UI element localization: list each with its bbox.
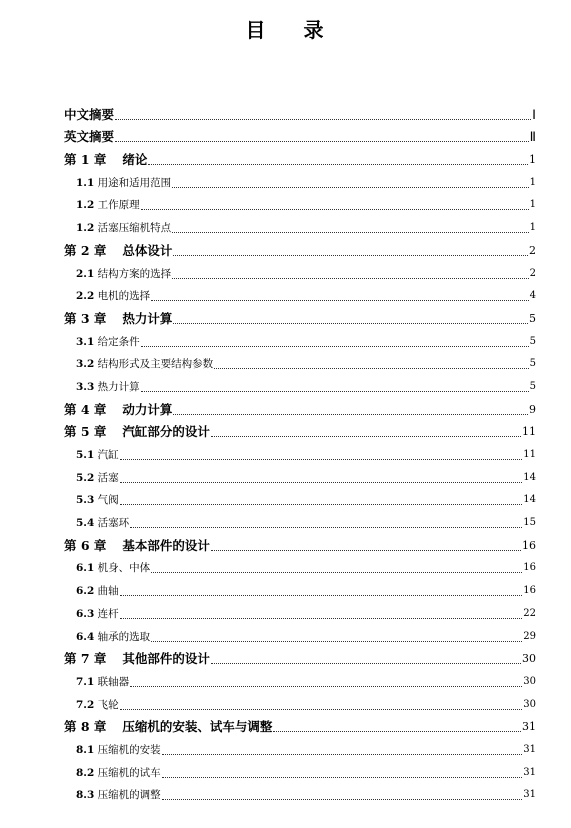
dot-leader (211, 662, 521, 664)
toc-entry-page-number: Ⅱ (529, 129, 536, 145)
dot-leader (120, 481, 523, 483)
toc-entry-chapter[interactable] (64, 395, 536, 418)
toc-entry-page-number: 2 (529, 267, 536, 279)
toc-entry-text: 活塞 (97, 471, 119, 484)
dot-leader (214, 367, 529, 369)
toc-entry-section[interactable] (64, 735, 536, 758)
toc-entry-label (76, 379, 140, 395)
toc-entry-number: 1.1 (76, 176, 95, 189)
toc-entry-text: 中文摘要 (64, 106, 115, 122)
toc-entry-text: 热力计算 (122, 310, 173, 326)
toc-entry-section[interactable] (64, 690, 536, 713)
toc-entry-number: 8.1 (76, 743, 95, 756)
toc-entry-page-number: 30 (523, 675, 536, 687)
toc-entry-chapter[interactable] (64, 236, 536, 259)
toc-entry-text: 汽缸部分的设计 (122, 424, 210, 440)
toc-entry-number: 第 5 章 (64, 424, 107, 440)
toc-entry-section[interactable] (64, 667, 536, 690)
toc-entry-page-number: 5 (529, 380, 536, 392)
toc-entry-label (76, 197, 140, 213)
toc-entry-label (64, 538, 210, 554)
toc-entry-chapter[interactable] (64, 145, 536, 168)
toc-entry-section[interactable] (64, 282, 536, 305)
toc-entry-number: 8.3 (76, 789, 95, 802)
toc-entry-text: 压缩机的试车 (97, 766, 161, 779)
toc-entry-page-number: 29 (523, 630, 536, 642)
toc-entry-text: 结构方案的选择 (97, 267, 172, 280)
toc-entry-text: 给定条件 (97, 335, 140, 348)
toc-entry-text: 绪论 (122, 152, 148, 168)
toc-entry-number: 第 7 章 (64, 651, 107, 667)
toc-entry-label (76, 356, 213, 372)
dot-leader (115, 140, 529, 142)
toc-entry-number: 5.3 (76, 494, 95, 507)
toc-entry-label (76, 515, 129, 531)
dot-leader (141, 345, 529, 347)
toc-entry-label (76, 787, 161, 803)
toc-entry-number: 第 6 章 (64, 537, 107, 553)
dot-leader (120, 708, 523, 710)
dot-leader (211, 549, 521, 551)
toc-entry-section[interactable] (64, 554, 536, 577)
toc-entry-text: 基本部件的设计 (122, 537, 210, 553)
toc-entry-label (64, 152, 147, 168)
toc-entry-text: 压缩机的调整 (97, 789, 161, 802)
toc-entry-label (76, 583, 119, 599)
toc-entry-page-number: 16 (523, 562, 536, 574)
toc-entry-number: 8.2 (76, 766, 95, 779)
toc-entry-page-number: 5 (529, 335, 536, 347)
page-title (0, 14, 571, 43)
toc-entry-section[interactable] (64, 781, 536, 804)
dot-leader (120, 503, 523, 505)
toc-entry-page-number: 14 (523, 471, 536, 483)
dot-leader (120, 458, 523, 460)
toc-entry-page-number: 1 (529, 222, 536, 234)
toc-entry-label (76, 470, 119, 486)
dot-leader (120, 617, 523, 619)
dot-leader (172, 231, 529, 233)
dot-leader (172, 186, 529, 188)
toc-entry-section[interactable] (64, 350, 536, 373)
toc-entry-label (76, 742, 161, 758)
toc-entry-page-number: 5 (529, 311, 536, 325)
toc-entry-page-number: 11 (523, 449, 536, 460)
toc-entry-number: 7.2 (76, 698, 95, 711)
dot-leader (273, 730, 521, 732)
toc-entry-number: 2.1 (76, 267, 95, 280)
toc-entry-number: 7.1 (76, 675, 95, 688)
toc-entry-label (64, 107, 114, 123)
toc-entry-page-number: 2 (529, 243, 536, 257)
toc-entry-text: 气阀 (97, 494, 119, 507)
toc-entry-number: 第 3 章 (64, 310, 107, 326)
dot-leader (115, 118, 531, 120)
dot-leader (130, 526, 522, 528)
toc-entry-number: 第 8 章 (64, 719, 107, 735)
table-of-contents (64, 100, 536, 803)
toc-entry-label (76, 606, 119, 622)
toc-entry-section[interactable] (64, 440, 536, 463)
dot-leader (151, 571, 522, 573)
toc-entry-text: 机身、中体 (97, 562, 151, 575)
toc-entry-text: 热力计算 (97, 380, 140, 393)
dot-leader (172, 277, 529, 279)
toc-entry-page-number: 16 (523, 585, 536, 597)
toc-entry-text: 动力计算 (122, 401, 173, 417)
dot-leader (148, 163, 528, 165)
toc-entry-label (64, 719, 272, 735)
toc-entry-section[interactable] (64, 327, 536, 350)
toc-entry-section[interactable] (64, 168, 536, 191)
toc-entry-text: 压缩机的安装 (97, 743, 161, 756)
title-char-1: 目 (245, 18, 268, 42)
dot-leader (173, 254, 528, 256)
toc-entry-page-number: 30 (522, 652, 536, 666)
toc-entry-number: 3.2 (76, 358, 95, 371)
toc-entry-page-number: 16 (522, 538, 536, 552)
toc-entry-text: 汽缸 (97, 449, 119, 461)
toc-entry-label (76, 697, 119, 713)
toc-entry-text: 曲轴 (97, 585, 119, 598)
dot-leader (151, 299, 529, 301)
toc-entry-page-number: 15 (523, 517, 536, 529)
toc-entry-chapter[interactable] (64, 713, 536, 736)
toc-entry-page-number: 31 (522, 720, 536, 734)
toc-entry-number: 1.2 (76, 199, 95, 212)
toc-entry-page-number: 11 (522, 425, 536, 439)
toc-entry-section[interactable] (64, 372, 536, 395)
toc-entry-chapter[interactable] (64, 645, 536, 668)
toc-entry-label (76, 447, 119, 463)
toc-entry-label (76, 765, 161, 781)
toc-entry-text: 飞轮 (97, 698, 119, 711)
toc-entry-label (64, 243, 172, 259)
toc-entry-section[interactable] (64, 758, 536, 781)
toc-entry-text: 英文摘要 (64, 129, 115, 145)
toc-entry-page-number: 1 (529, 153, 536, 167)
dot-leader (141, 390, 529, 392)
dot-leader (162, 776, 523, 778)
toc-entry-label (76, 629, 150, 645)
toc-entry-chapter[interactable] (64, 123, 536, 146)
toc-entry-text: 活塞压缩机特点 (97, 222, 172, 235)
toc-entry-page-number: 31 (523, 743, 536, 755)
toc-entry-number: 6.1 (76, 562, 95, 575)
toc-entry-text: 活塞环 (97, 517, 130, 530)
toc-entry-text: 压缩机的安装、试车与调整 (122, 719, 273, 735)
toc-entry-chapter[interactable] (64, 418, 536, 441)
toc-entry-label (76, 220, 171, 236)
toc-entry-label (64, 402, 172, 418)
toc-entry-label (76, 266, 171, 282)
toc-entry-section[interactable] (64, 622, 536, 645)
toc-entry-section[interactable] (64, 486, 536, 509)
toc-entry-page-number: 14 (523, 494, 536, 506)
toc-entry-page-number: 1 (529, 176, 536, 188)
toc-entry-chapter[interactable] (64, 531, 536, 554)
toc-entry-text: 工作原理 (97, 199, 140, 212)
toc-entry-page-number: 30 (523, 698, 536, 710)
toc-entry-label (76, 334, 140, 350)
toc-entry-page-number: 9 (529, 402, 536, 416)
dot-leader (211, 435, 521, 437)
toc-entry-number: 5.4 (76, 517, 95, 530)
toc-entry-number: 第 4 章 (64, 401, 107, 417)
toc-entry-number: 5.2 (76, 471, 95, 484)
toc-entry-text: 用途和适用范围 (97, 176, 172, 189)
toc-entry-page-number: 31 (523, 766, 536, 778)
toc-entry-text: 总体设计 (122, 242, 173, 258)
toc-entry-page-number: Ⅰ (532, 106, 536, 122)
toc-entry-number: 5.1 (76, 449, 95, 461)
toc-entry-text: 连杆 (97, 607, 119, 620)
toc-entry-label (64, 311, 172, 327)
toc-entry-number: 6.3 (76, 607, 95, 620)
dot-leader (141, 208, 529, 210)
toc-entry-number: 3.3 (76, 380, 95, 393)
toc-entry-label (76, 288, 150, 304)
toc-entry-label (64, 129, 114, 145)
toc-entry-section[interactable] (64, 213, 536, 236)
toc-entry-text: 结构形式及主要结构参数 (97, 358, 214, 371)
toc-entry-number: 第 2 章 (64, 242, 107, 258)
toc-entry-label (64, 651, 210, 667)
toc-entry-section[interactable] (64, 191, 536, 214)
toc-entry-number: 2.2 (76, 290, 95, 303)
toc-entry-page-number: 1 (529, 199, 536, 211)
toc-entry-label (76, 560, 150, 576)
dot-leader (120, 594, 523, 596)
toc-entry-text: 联轴器 (97, 675, 130, 688)
toc-entry-number: 第 1 章 (64, 152, 107, 168)
toc-entry-label (76, 175, 171, 191)
dot-leader (130, 685, 522, 687)
toc-entry-number: 6.4 (76, 630, 95, 643)
toc-entry-text: 其他部件的设计 (122, 651, 210, 667)
toc-entry-page-number: 22 (523, 607, 536, 619)
dot-leader (162, 798, 523, 800)
title-char-2: 录 (303, 18, 326, 42)
toc-entry-page-number: 31 (523, 789, 536, 801)
toc-entry-section[interactable] (64, 576, 536, 599)
toc-entry-number: 1.2 (76, 222, 95, 235)
dot-leader (162, 753, 523, 755)
toc-entry-page-number: 5 (529, 358, 536, 370)
toc-entry-section[interactable] (64, 259, 536, 282)
toc-entry-label (76, 674, 129, 690)
toc-entry-label (76, 492, 119, 508)
toc-entry-section[interactable] (64, 599, 536, 622)
toc-entry-page-number: 4 (529, 290, 536, 302)
dot-leader (151, 640, 522, 642)
toc-entry-text: 轴承的选取 (97, 630, 151, 643)
toc-entry-number: 3.1 (76, 335, 95, 348)
toc-entry-chapter[interactable] (64, 100, 536, 123)
toc-entry-label (64, 424, 210, 440)
toc-entry-text: 电机的选择 (97, 290, 151, 303)
toc-entry-section[interactable] (64, 508, 536, 531)
toc-entry-number: 6.2 (76, 585, 95, 598)
toc-entry-section[interactable] (64, 463, 536, 486)
dot-leader (173, 413, 528, 415)
dot-leader (173, 322, 528, 324)
toc-entry-chapter[interactable] (64, 304, 536, 327)
